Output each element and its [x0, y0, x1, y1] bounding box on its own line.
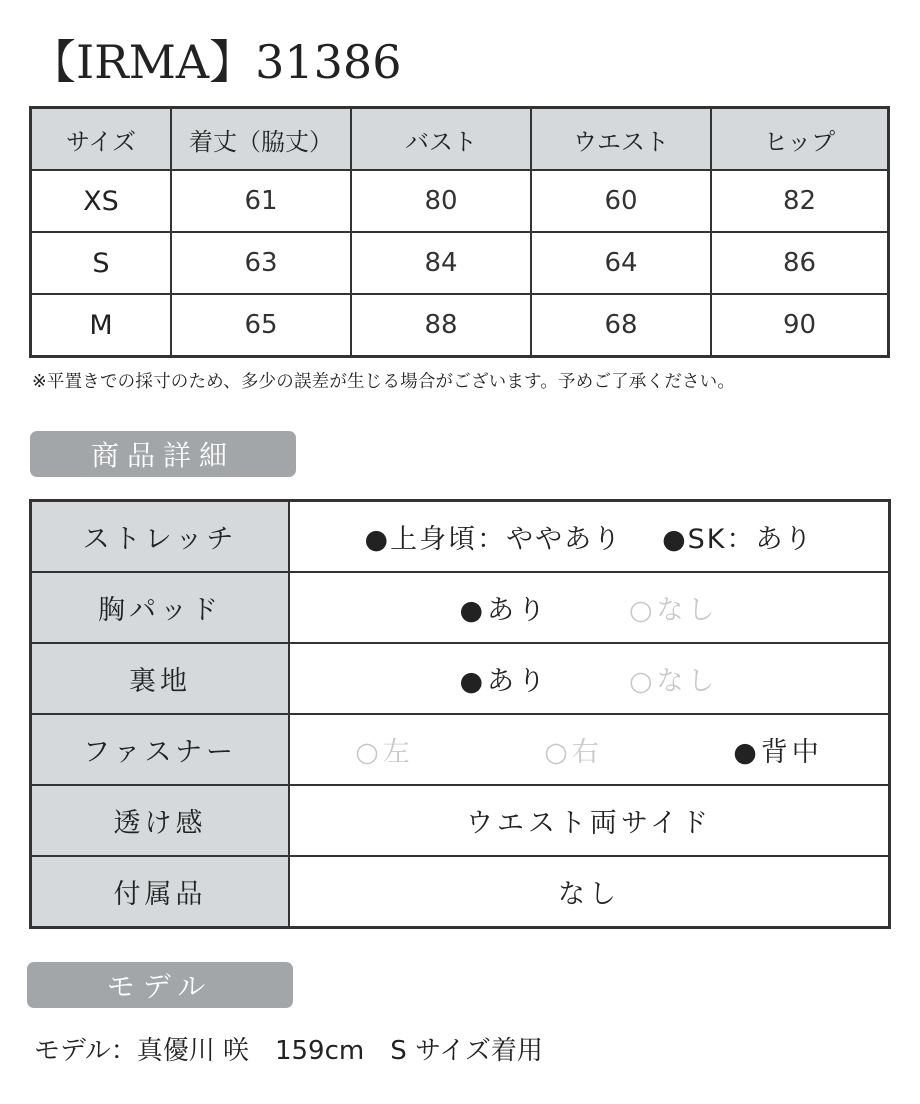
bust-pad-no-option: ○なし	[629, 595, 719, 626]
size-label: M	[31, 294, 172, 357]
stretch-skirt-option: ●SK：あり	[662, 524, 814, 555]
zipper-right-option: ○右	[544, 737, 603, 768]
bust-value: 84	[351, 232, 531, 294]
waist-value: 60	[531, 170, 711, 232]
table-row	[31, 170, 889, 232]
size-header-size: サイズ	[31, 108, 172, 171]
accessories-value: なし	[289, 856, 890, 928]
product-details-table	[29, 499, 891, 929]
size-header-length: 着丈（脇丈）	[171, 108, 351, 171]
lining-yes-option: ●あり	[459, 666, 549, 697]
hip-value: 90	[711, 294, 889, 357]
length-value: 63	[171, 232, 351, 294]
zipper-left-option: ○左	[355, 737, 414, 768]
hip-value: 86	[711, 232, 889, 294]
size-table-header-row	[31, 108, 889, 171]
product-details-label: 商品詳細	[30, 431, 296, 477]
stretch-body-option: ●上身頃：ややあり	[364, 524, 623, 555]
sheerness-value: ウエスト両サイド	[289, 785, 890, 856]
detail-key: 付属品	[31, 856, 290, 928]
model-info: モデル：真優川 咲 159cm S サイズ着用	[34, 1036, 543, 1066]
detail-key: 透け感	[31, 785, 290, 856]
detail-row-sheerness	[31, 785, 890, 856]
table-row	[31, 294, 889, 357]
detail-row-lining	[31, 643, 890, 714]
size-label: S	[31, 232, 172, 294]
detail-key: 裏地	[31, 643, 290, 714]
detail-row-zipper	[31, 714, 890, 785]
size-header-bust: バスト	[351, 108, 531, 171]
bust-pad-yes-option: ●あり	[459, 595, 549, 626]
detail-value	[289, 643, 890, 714]
size-header-waist: ウエスト	[531, 108, 711, 171]
size-label: XS	[31, 170, 172, 232]
size-table	[29, 106, 890, 358]
table-row	[31, 232, 889, 294]
detail-key: ストレッチ	[31, 501, 290, 573]
length-value: 61	[171, 170, 351, 232]
detail-value	[289, 714, 890, 785]
zipper-back-option: ●背中	[733, 737, 823, 768]
detail-row-accessories	[31, 856, 890, 928]
detail-key: 胸パッド	[31, 572, 290, 643]
size-header-hip: ヒップ	[711, 108, 889, 171]
bust-value: 88	[351, 294, 531, 357]
measurement-note: ※平置きでの採寸のため、多少の誤差が生じる場合がございます。予めご了承ください。	[32, 372, 736, 392]
hip-value: 82	[711, 170, 889, 232]
detail-row-bust-pad	[31, 572, 890, 643]
length-value: 65	[171, 294, 351, 357]
detail-key: ファスナー	[31, 714, 290, 785]
bust-value: 80	[351, 170, 531, 232]
detail-value	[289, 572, 890, 643]
detail-row-stretch	[31, 501, 890, 573]
model-label: モデル	[27, 962, 293, 1008]
waist-value: 68	[531, 294, 711, 357]
lining-no-option: ○なし	[629, 666, 719, 697]
detail-value	[289, 501, 890, 573]
waist-value: 64	[531, 232, 711, 294]
page-title: 【IRMA】31386	[30, 35, 402, 89]
